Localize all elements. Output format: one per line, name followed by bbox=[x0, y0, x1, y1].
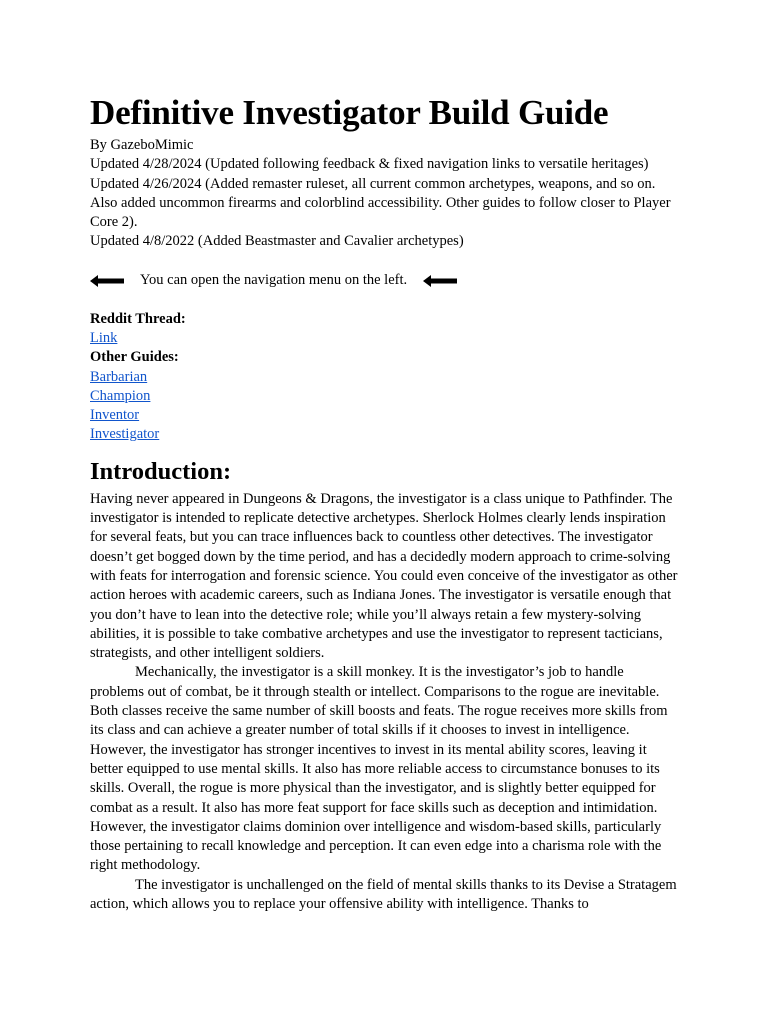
other-guides-label: Other Guides: bbox=[90, 349, 179, 366]
page-title: Definitive Investigator Build Guide bbox=[90, 93, 609, 132]
arrow-left-icon bbox=[423, 271, 457, 290]
guide-link-champion[interactable]: Champion bbox=[90, 387, 151, 404]
spacer bbox=[90, 252, 678, 271]
arrow-left-icon bbox=[90, 271, 124, 290]
guide-link-inventor[interactable]: Inventor bbox=[90, 407, 140, 424]
reddit-thread-label: Reddit Thread: bbox=[90, 310, 186, 327]
byline: By GazeboMimic bbox=[90, 137, 194, 153]
update-note: Updated 4/8/2022 (Added Beastmaster and Cavalier archetypes) bbox=[90, 233, 464, 250]
intro-paragraph: Having never appeared in Dungeons & Dragons, the investigator is a class unique to Pathfinder. The investigator is intended to replicate detective archetypes. Sherlock Holmes clearly lends inspiration for several feats, but you can trace influences back to countless other detectives. The investigator doesn’t get bogged down by the time period, and has a decidedly modern approach to crime-solving with feats for interrogation and forensic science. You could even conceive of the investigator as other action heroes with academic careers, such as Indiana Jones. The investigator is versatile enough that you don’t have to lean into the detective role; while you’ll always retain a few mystery-solving abilities, it is possible to take combative archetypes and use the investigator to represent tacticians, strategists, and other intelligent soldiers. bbox=[90, 490, 678, 662]
guide-link-barbarian[interactable]: Barbarian bbox=[90, 368, 148, 385]
spacer bbox=[90, 290, 678, 309]
intro-paragraph: Mechanically, the investigator is a skill monkey. It is the investigator’s job to handle problems out of combat, be it through stealth or intellect. Comparisons to the rogue are inevitable. Both classes receive the same number of skill boosts and feats. The rogue receives more skills from its class and can achieve a greater number of total skills if it chooses to invest in intelligence. However, the investigator has stronger incentives to invest in its mental ability scores, leaving it better equipped to use mental skills. It also has more reliable access to circumstance bonuses to its skills. Overall, the rogue is more physical than the investigator, and is slightly better equipped for combat as a result. It also has more feat support for face skills such as deception and intimidation. However, the investigator claims dominion over intelligence and wisdom-based skills, particularly those pertaining to recall knowledge and perception. It can even edge into a charisma role with the right methodology. bbox=[90, 664, 668, 874]
guide-link-investigator[interactable]: Investigator bbox=[90, 426, 160, 443]
reddit-thread-link[interactable]: Link bbox=[90, 329, 118, 346]
nav-hint-text: You can open the navigation menu on the left. bbox=[140, 272, 408, 289]
nav-hint bbox=[90, 271, 678, 290]
update-note: Updated 4/28/2024 (Updated following feedback & fixed navigation links to versatile heritages) bbox=[90, 156, 649, 173]
intro-paragraph: The investigator is unchallenged on the field of mental skills thanks to its Devise a Stratagem action, which allows you to replace your offensive ability with intelligence. Thanks to bbox=[90, 876, 677, 912]
section-heading-introduction: Introduction: bbox=[90, 457, 232, 485]
update-note: Updated 4/26/2024 (Added remaster ruleset, all current common archetypes, weapons, and so on. Also added uncommon firearms and colorblind accessibility. Other guides to follow closer to Player Core 2). bbox=[90, 175, 671, 231]
